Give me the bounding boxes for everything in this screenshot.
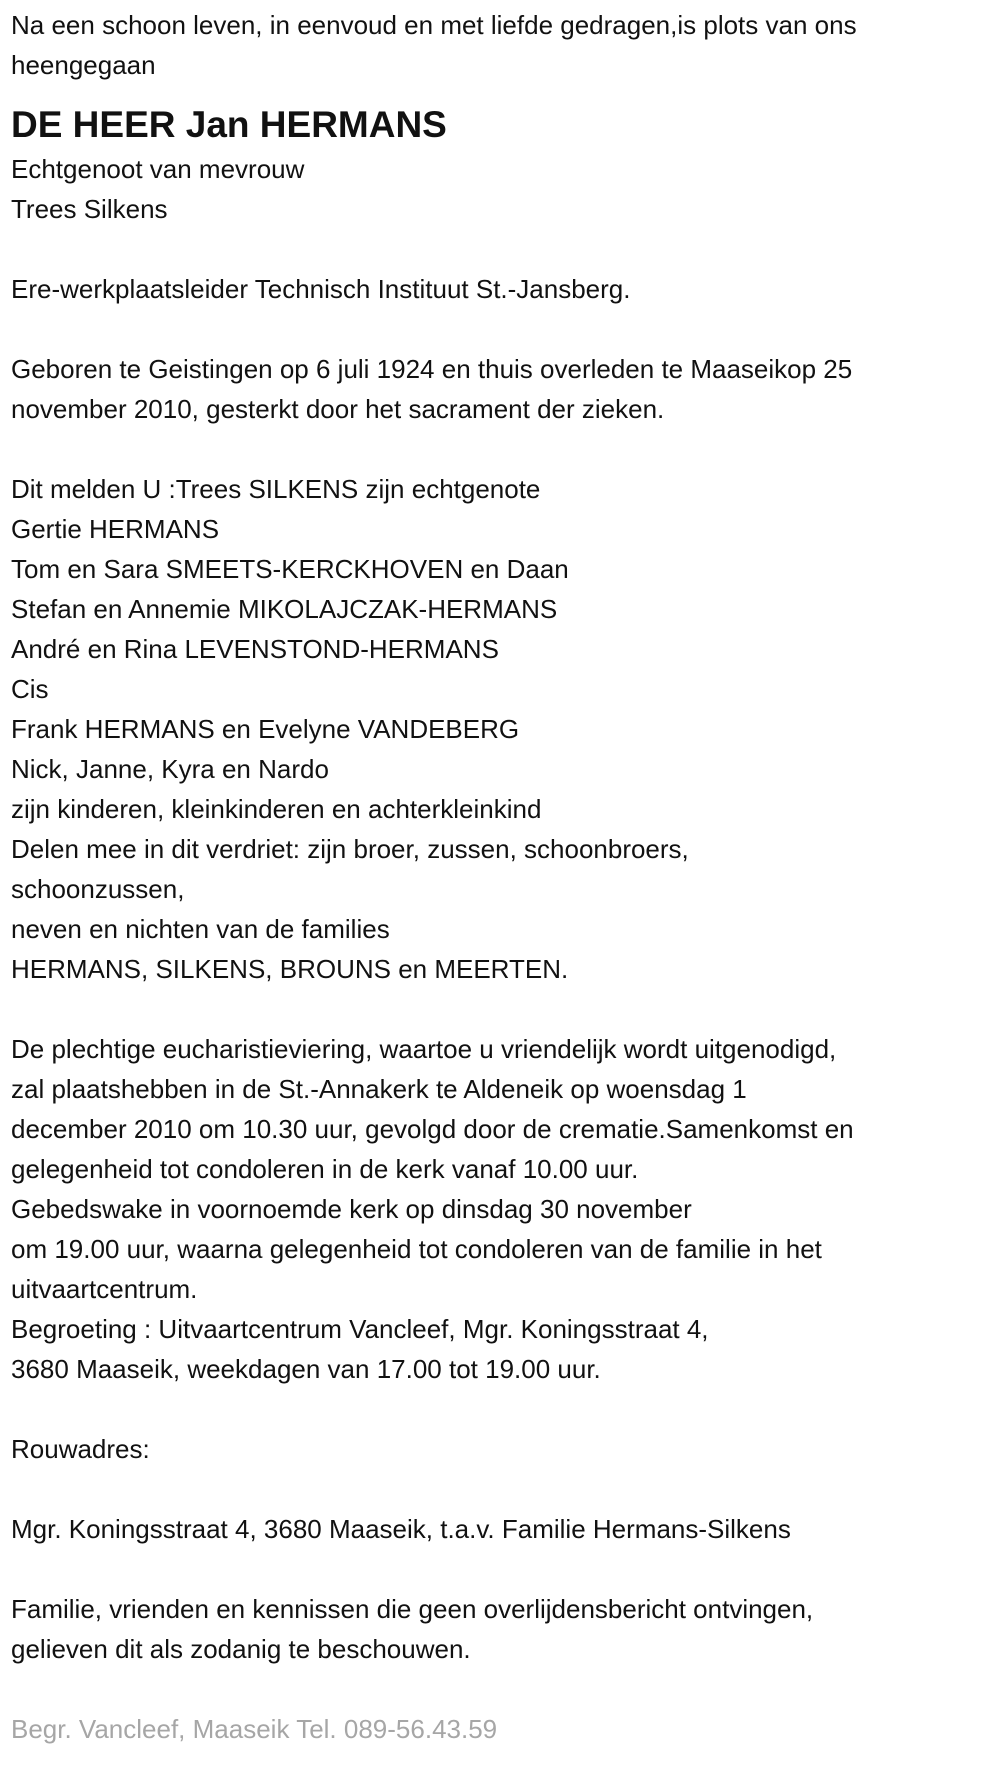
family-line: Frank HERMANS en Evelyne VANDEBERG (11, 714, 520, 744)
notice-line: gelieven dit als zodanig te beschouwen. (11, 1634, 471, 1664)
address-label: Rouwadres: (11, 1434, 150, 1464)
ceremony-line: De plechtige eucharistieviering, waartoe u vriendelijk wordt uitgenodigd, (11, 1034, 837, 1064)
ceremony-line: 3680 Maaseik, weekdagen van 17.00 tot 19.00 uur. (11, 1354, 601, 1384)
ceremony-line: zal plaatshebben in de St.-Annakerk te Aldeneik op woensdag 1 (11, 1074, 747, 1104)
family-list (11, 469, 996, 989)
family-line: zijn kinderen, kleinkinderen en achterkleinkind (11, 794, 542, 824)
ceremony-line: gelegenheid tot condoleren in de kerk vanaf 10.00 uur. (11, 1154, 639, 1184)
family-line: Stefan en Annemie MIKOLAJCZAK-HERMANS (11, 594, 558, 624)
family-line: schoonzussen, (11, 874, 185, 904)
intro-line: heengegaan (11, 50, 156, 80)
birth-death-line: november 2010, gesterkt door het sacrament der zieken. (11, 394, 665, 424)
ceremony-line: Begroeting : Uitvaartcentrum Vancleef, Mgr. Koningsstraat 4, (11, 1314, 709, 1344)
ceremony-details (11, 1029, 996, 1389)
notice-line: Familie, vrienden en kennissen die geen overlijdensbericht ontvingen, (11, 1594, 814, 1624)
funeral-home-footer: Begr. Vancleef, Maaseik Tel. 089-56.43.59 (11, 1714, 498, 1744)
family-line: Nick, Janne, Kyra en Nardo (11, 754, 329, 784)
family-line: Tom en Sara SMEETS-KERCKHOVEN en Daan (11, 554, 569, 584)
family-line: Cis (11, 674, 49, 704)
profession-line: Ere-werkplaatsleider Technisch Instituut St.-Jansberg. (11, 274, 631, 304)
family-line: HERMANS, SILKENS, BROUNS en MEERTEN. (11, 954, 569, 984)
mourning-address: Mgr. Koningsstraat 4, 3680 Maaseik, t.a.v. Familie Hermans-Silkens (11, 1514, 791, 1544)
intro-line: Na een schoon leven, in eenvoud en met liefde gedragen,is plots van ons (11, 10, 857, 40)
deceased-name-heading: DE HEER Jan HERMANS (11, 104, 447, 145)
family-line: neven en nichten van de families (11, 914, 390, 944)
family-line: André en Rina LEVENSTOND-HERMANS (11, 634, 499, 664)
ceremony-line: Gebedswake in voornoemde kerk op dinsdag 30 november (11, 1194, 692, 1224)
family-line: Dit melden U :Trees SILKENS zijn echtgenote (11, 474, 541, 504)
ceremony-line: december 2010 om 10.30 uur, gevolgd door de crematie.Samenkomst en (11, 1114, 854, 1144)
spouse-line: Trees Silkens (11, 194, 168, 224)
birth-death-line: Geboren te Geistingen op 6 juli 1924 en thuis overleden te Maaseikop 25 (11, 354, 853, 384)
obituary-document (11, 5, 996, 1749)
spouse-line: Echtgenoot van mevrouw (11, 154, 305, 184)
family-line: Gertie HERMANS (11, 514, 220, 544)
family-line: Delen mee in dit verdriet: zijn broer, zussen, schoonbroers, (11, 834, 689, 864)
ceremony-line: uitvaartcentrum. (11, 1274, 198, 1304)
ceremony-line: om 19.00 uur, waarna gelegenheid tot condoleren van de familie in het (11, 1234, 822, 1264)
